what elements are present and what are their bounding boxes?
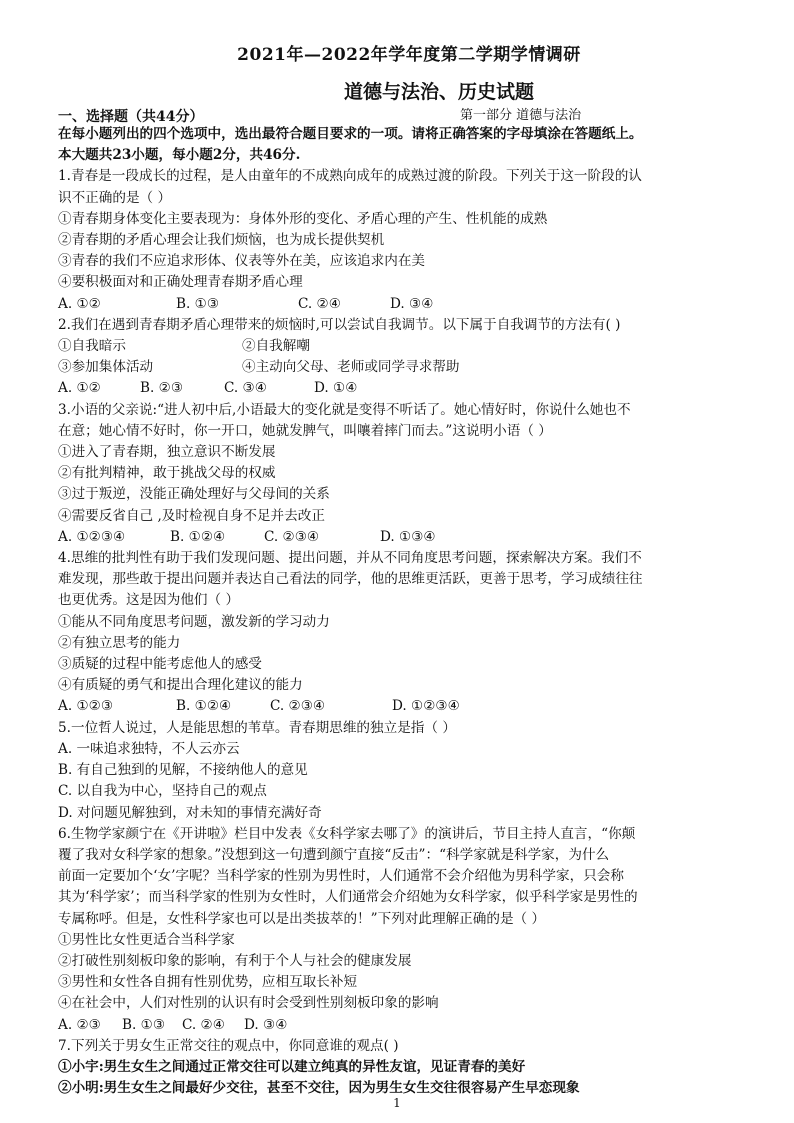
question-stem: 也更优秀。这是因为他们（ ） [58,592,240,609]
answer-option[interactable]: C. ②③④ [264,528,320,545]
statement-item: ①男性比女性更适合当科学家 [58,931,235,948]
statement-item: A. 一味追求独特，不人云亦云 [58,740,240,757]
question [58,718,760,824]
answer-option[interactable]: A. ①② [58,380,101,397]
statement-item: ①能从不同角度思考问题，激发新的学习动力 [58,613,330,630]
statement-item: ④有质疑的勇气和提出合理化建议的能力 [58,677,303,694]
statement-item: ④需要反省自己 ,及时检视自身不足并去改正 [58,507,325,524]
question-stem: 前面一定要加个‘女’字呢？当科学家的性别为男性时，人们通常不会介绍他为男科学家，只会称 [58,868,624,885]
answer-option[interactable]: B. ①②④ [170,528,226,545]
answer-option[interactable]: C. ②④ [182,1016,225,1033]
question-stem: 4.思维的批判性有助于我们发现问题、提出问题，并从不同角度思考问题，探索解决方案。我们不 [58,550,642,567]
statement-item: ③青春的我们不应追求形体、仪表等外在美，应该追求内在美 [58,253,426,270]
statement-item: ①自我暗示 [58,338,126,355]
statement-item: ②打破性别刻板印象的影响，有利于个人与社会的健康发展 [58,952,412,969]
statement-item: ③质疑的过程中能考虑他人的感受 [58,656,262,673]
question-stem: 专属称呼。但是，女性科学家也可以是出类拔萃的！”下列对此理解正确的是（ ） [58,910,546,927]
question [58,166,760,314]
statement-item: ②有独立思考的能力 [58,634,181,651]
statement-item: B. 有自己独到的见解，不接纳他人的意见 [58,762,308,779]
statement-item: ①进入了青春期，独立意识不断发展 [58,444,276,461]
statement-item: ④在社会中，人们对性别的认识有时会受到性别刻板印象的影响 [58,995,439,1012]
answer-options [58,378,760,399]
statement-item: C. 以自我为中心，坚持自己的观点 [58,783,267,800]
statement-item: ③参加集体活动 [58,359,154,376]
question-stem: 3.小语的父亲说:“进人初中后,小语最大的变化就是变得不听话了。她心情好时，你说什么她也不 [58,401,631,418]
statement-item: ③男性和女性各自拥有性别优势，应相互取长补短 [58,974,358,991]
question [58,548,760,718]
question [58,315,760,400]
instructions [58,124,760,166]
instruction-line: 在每小题列出的四个选项中，选出最符合题目要求的一项。请将正确答案的字母填涂在答题纸上。 [58,126,643,142]
section-row [58,104,760,124]
question [58,824,760,1036]
answer-option[interactable]: B. ①③ [122,1016,166,1033]
statement-pair [58,336,760,357]
exam-title: 2021年—2022年学年度第二学期学情调研 [237,45,581,65]
answer-option[interactable]: B. ①③ [176,295,220,312]
instruction-line: 本大题共23小题，每小题2分，共46分. [58,147,301,164]
question-stem: 1.青春是一段成长的过程，是人由童年的不成熟向成年的成熟过渡的阶段。下列关于这一阶段的认 [58,168,642,185]
answer-option[interactable]: B. ②③ [140,380,184,397]
question-list [58,166,760,1099]
answer-option[interactable]: D. ①④ [314,380,358,397]
statement-item: ②青春期的矛盾心理会让我们烦恼，也为成长提供契机 [58,232,385,249]
answer-option[interactable]: C. ③④ [224,380,267,397]
question-stem: 识不正确的是（ ） [58,189,172,206]
question-stem: 6.生物学家颜宁在《开讲啦》栏目中发表《女科学家去哪了》的演讲后，节目主持人直言，“你颠 [58,825,636,842]
question-stem: 5.一位哲人说过，人是能思想的苇草。青春期思维的独立是指（ ） [58,719,456,736]
statement-item: ①青春期身体变化主要表现为：身体外形的变化、矛盾心理的产生、性机能的成熟 [58,210,548,227]
answer-option[interactable]: D. ③④ [390,295,434,312]
answer-option[interactable]: A. ①② [58,295,101,312]
answer-option[interactable]: A. ①②③ [58,698,114,715]
statement-item: ②自我解嘲 [242,338,310,355]
answer-option[interactable]: A. ②③ [58,1016,101,1033]
question-stem: 覆了我对女科学家的想象。”没想到这一句遭到颜宁直接“反击”：“科学家就是科学家，为什么 [58,846,610,863]
part-heading: 第一部分 道德与法治 [460,108,582,123]
statement-pair [58,357,760,378]
statement-item: ②有批判精神，敢于挑战父母的权威 [58,465,276,482]
page-number: 1 [393,1096,401,1110]
question-stem: 难发现，那些敢于提出问题并表达自己看法的同学，他的思维更活跃，更善于思考，学习成绩往往 [58,571,643,588]
answer-options [58,294,760,315]
section-heading: 一、选择题（共44分） [58,109,204,125]
statement-item: ④主动向父母、老师或同学寻求帮助 [242,359,460,376]
answer-options [58,527,760,548]
answer-option[interactable]: C. ②④ [298,295,341,312]
statement-item: ④要积极面对和正确处理青春期矛盾心理 [58,274,303,291]
answer-option[interactable]: A. ①②③④ [58,528,126,545]
answer-option[interactable]: C. ②③④ [270,698,326,715]
answer-option[interactable]: B. ①②④ [176,698,232,715]
question-stem: 在意；她心情不好时，你一开口，她就发脾气，叫嚷着摔门而去。”这说明小语（ ） [58,422,552,439]
answer-option[interactable]: D. ①③④ [380,528,436,545]
exam-subtitle: 道德与法治、历史试题 [343,81,534,103]
statement-item: D. 对问题见解独到，对未知的事情充满好奇 [58,804,322,821]
question [58,400,760,548]
answer-options [58,1015,760,1036]
statement-item: ②小明:男生女生之间最好少交往，甚至不交往，因为男生女生交往很容易产生早恋现象 [58,1080,580,1097]
answer-option[interactable]: D. ③④ [244,1016,288,1033]
answer-options [58,696,760,717]
question-stem: 7.下列关于男女生正常交往的观点中，你同意谁的观点( ) [58,1037,399,1054]
question [58,1036,760,1100]
statement-item: ③过于叛逆，没能正确处理好与父母间的关系 [58,486,330,503]
question-stem: 其为‘科学家’；而当科学家的性别为女性时，人们通常会介绍她为女科学家，似乎科学家是男性的 [58,889,638,906]
question-stem: 2.我们在遇到青春期矛盾心理带来的烦恼时,可以尝试自我调节。以下属于自我调节的方法有( ) [58,316,621,333]
statement-item: ①小宇:男生女生之间通过正常交往可以建立纯真的异性友谊，见证青春的美好 [58,1058,526,1075]
answer-option[interactable]: D. ①②③④ [392,698,460,715]
